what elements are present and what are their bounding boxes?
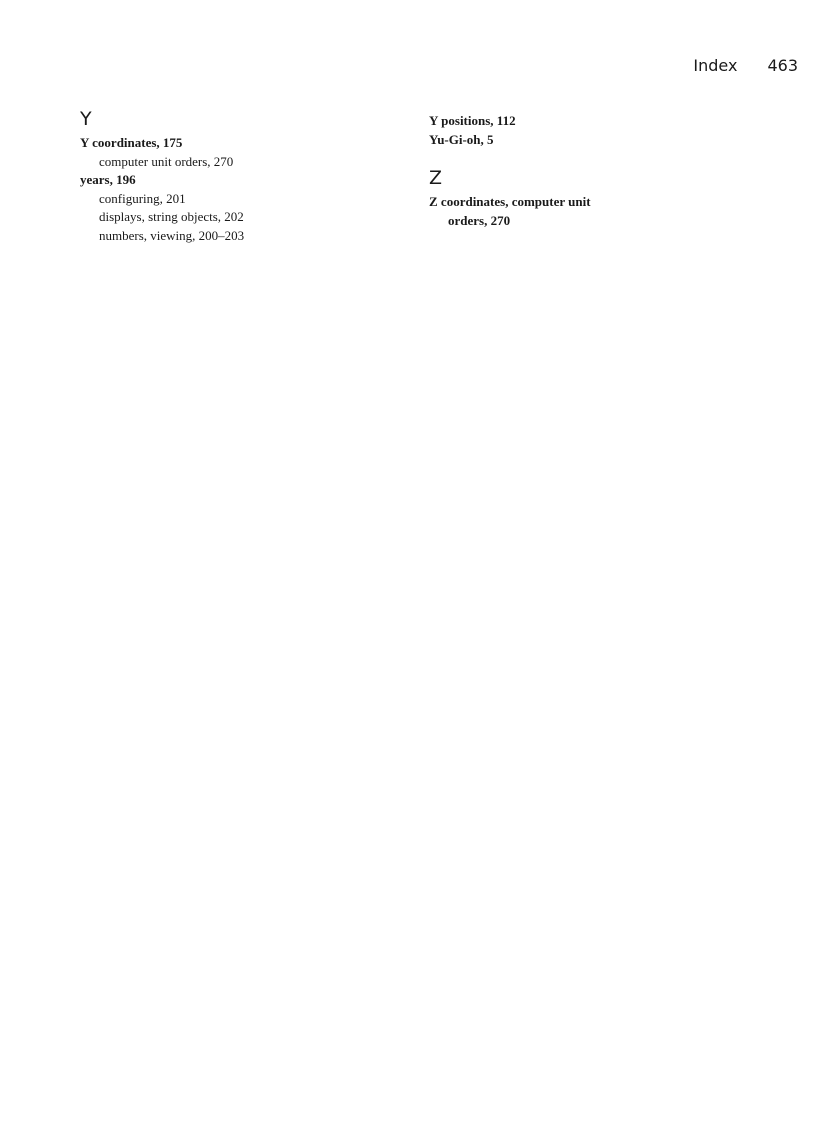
index-column-right [429,112,729,230]
index-entry: Y coordinates, 175 [80,135,183,150]
running-head [693,56,798,76]
running-head-title: Index [693,56,738,75]
index-section-z [429,167,729,230]
section-letter-z: Z [429,167,443,189]
index-subentry: numbers, viewing, 200–203 [99,227,245,243]
index-subentry: computer unit orders, 270 [99,153,234,169]
section-letter-y: Y [80,108,92,130]
index-entry: Y positions, 112 [429,113,516,128]
index-entry: Yu-Gi-oh, 5 [429,131,494,147]
index-entry: Z coordinates, computer unit [429,194,591,209]
index-subentry: displays, string objects, 202 [99,209,244,224]
index-section-y-continued [429,112,729,149]
index-subentry: configuring, 201 [99,190,186,206]
index-section-y [80,108,380,245]
index-entry-continuation: orders, 270 [448,212,511,228]
index-entry: years, 196 [80,172,136,187]
page-number: 463 [767,56,798,75]
index-column-left [80,108,380,245]
